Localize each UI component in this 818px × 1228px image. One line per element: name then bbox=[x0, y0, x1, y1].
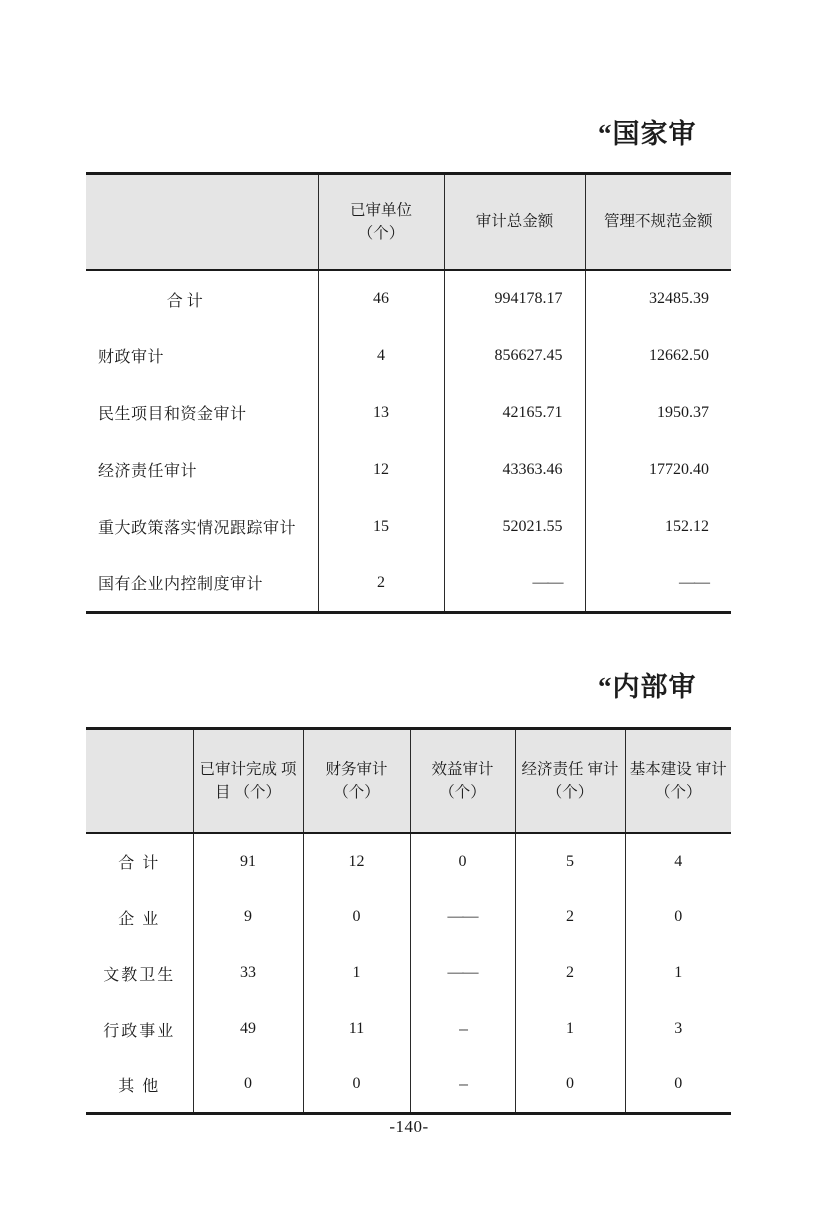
cell-audited-units: 12 bbox=[318, 441, 444, 498]
header-line-1: 效益审计 bbox=[431, 760, 494, 778]
table-row bbox=[86, 270, 731, 327]
header-cell-total-amount bbox=[444, 174, 585, 271]
header-line-3: （个） bbox=[546, 784, 594, 801]
cell-total-amount: 856627.45 bbox=[444, 327, 585, 384]
empty-dash: —— bbox=[532, 573, 563, 591]
row-label: 行政事业 bbox=[86, 1001, 193, 1057]
table-row bbox=[86, 498, 731, 555]
table-header bbox=[86, 729, 731, 834]
header-line-2: （个） bbox=[439, 784, 486, 801]
empty-dash: --- bbox=[458, 1077, 467, 1093]
national-audit-table bbox=[86, 172, 731, 614]
table-body bbox=[86, 270, 731, 612]
cell-responsibility-audit: 0 bbox=[515, 1057, 625, 1113]
row-label: 企 业 bbox=[86, 889, 193, 945]
header-line-1: 审计总金额 bbox=[475, 213, 554, 231]
row-label: 文教卫生 bbox=[86, 945, 193, 1001]
cell-financial-audit: 0 bbox=[303, 1057, 410, 1113]
cell-audited-units: 4 bbox=[318, 327, 444, 384]
table-body bbox=[86, 833, 731, 1113]
header-line-3: （个） bbox=[234, 784, 281, 801]
table-row bbox=[86, 833, 731, 889]
cell-construction-audit: 0 bbox=[674, 908, 683, 925]
row-label: 国有企业内控制度审计 bbox=[86, 555, 318, 612]
row-label: 其 他 bbox=[86, 1057, 193, 1113]
cell-financial-audit: 11 bbox=[303, 1001, 410, 1057]
empty-dash: —— bbox=[679, 573, 709, 591]
table-row bbox=[86, 555, 731, 612]
header-line-1: 已审计完成 bbox=[199, 760, 278, 778]
cell-audited-units: 13 bbox=[318, 384, 444, 441]
cell-responsibility-audit: 2 bbox=[515, 945, 625, 1001]
cell-audited-units: 2 bbox=[318, 555, 444, 612]
cell-irregular-amount: 17720.40 bbox=[649, 460, 709, 478]
page-number: -140- bbox=[389, 1117, 429, 1136]
cell-responsibility-audit: 2 bbox=[515, 889, 625, 945]
cell-irregular-amount: 32485.39 bbox=[649, 290, 709, 307]
header-row bbox=[86, 729, 731, 834]
cell-irregular-amount: 152.12 bbox=[665, 517, 709, 535]
header-line-2: 审计 bbox=[695, 760, 727, 778]
cell-completed-projects: 91 bbox=[193, 833, 303, 889]
header-line-1: 财务审计 bbox=[325, 760, 388, 778]
table-row bbox=[86, 1057, 731, 1113]
table-row bbox=[86, 384, 731, 441]
section-title-national-audit: “国家审 bbox=[598, 119, 697, 149]
cell-irregular-amount: 12662.50 bbox=[649, 346, 709, 364]
header-line-1: 管理不规范金额 bbox=[603, 213, 713, 231]
cell-performance-audit bbox=[410, 945, 515, 1001]
header-cell-audited-units bbox=[318, 174, 444, 271]
cell-total-amount: 42165.71 bbox=[444, 384, 585, 441]
cell-irregular-amount: 1950.37 bbox=[657, 403, 709, 421]
cell-completed-projects: 9 bbox=[193, 889, 303, 945]
table-row bbox=[86, 945, 731, 1001]
row-label: 合 计 bbox=[86, 833, 193, 889]
empty-dash: —— bbox=[447, 908, 478, 925]
header-line-3: （个） bbox=[654, 784, 702, 801]
national-audit-table-wrapper bbox=[86, 172, 731, 614]
header-cell-completed-projects bbox=[193, 729, 303, 834]
table-row bbox=[86, 441, 731, 498]
header-cell-responsibility-audit bbox=[515, 729, 625, 834]
table-row bbox=[86, 889, 731, 945]
cell-financial-audit: 12 bbox=[303, 833, 410, 889]
header-line-1: 已审单位 bbox=[349, 201, 412, 219]
table-header bbox=[86, 174, 731, 271]
row-label: 经济责任审计 bbox=[86, 441, 318, 498]
cell-completed-projects: 0 bbox=[193, 1057, 303, 1113]
header-line-2: （个） bbox=[333, 784, 380, 801]
cell-irregular-amount bbox=[585, 555, 731, 612]
header-line-1: 经济责任 bbox=[521, 760, 584, 778]
header-line-2: 项目 bbox=[215, 760, 297, 801]
table-row bbox=[86, 1001, 731, 1057]
header-cell-financial-audit bbox=[303, 729, 410, 834]
row-label: 财政审计 bbox=[86, 327, 318, 384]
header-cell-construction-audit bbox=[625, 729, 731, 834]
cell-construction-audit: 0 bbox=[674, 1075, 683, 1093]
header-line-1: 基本建设 bbox=[629, 760, 692, 778]
cell-construction-audit: 3 bbox=[674, 1020, 683, 1037]
cell-performance-audit bbox=[410, 1001, 515, 1057]
cell-responsibility-audit: 1 bbox=[515, 1001, 625, 1057]
internal-audit-table bbox=[86, 727, 731, 1115]
cell-audited-units: 15 bbox=[318, 498, 444, 555]
cell-total-amount: 43363.46 bbox=[444, 441, 585, 498]
cell-performance-audit bbox=[410, 889, 515, 945]
cell-completed-projects: 33 bbox=[193, 945, 303, 1001]
cell-financial-audit: 1 bbox=[303, 945, 410, 1001]
header-line-2: （个） bbox=[357, 225, 405, 242]
row-label: 民生项目和资金审计 bbox=[86, 384, 318, 441]
cell-total-amount: 994178.17 bbox=[444, 270, 585, 327]
cell-performance-audit: 0 bbox=[410, 833, 515, 889]
table-row bbox=[86, 327, 731, 384]
row-label: 重大政策落实情况跟踪审计 bbox=[86, 498, 318, 555]
header-cell-corner bbox=[86, 174, 318, 271]
row-label: 合 计 bbox=[86, 270, 318, 327]
empty-dash: —— bbox=[447, 964, 478, 981]
cell-completed-projects: 49 bbox=[193, 1001, 303, 1057]
header-line-2: 审计 bbox=[587, 760, 619, 778]
header-cell-corner bbox=[86, 729, 193, 834]
header-cell-irregular-amount bbox=[585, 174, 731, 271]
empty-dash: --- bbox=[458, 1022, 467, 1037]
header-row bbox=[86, 174, 731, 271]
cell-construction-audit: 1 bbox=[674, 964, 683, 981]
cell-total-amount bbox=[444, 555, 585, 612]
cell-audited-units: 46 bbox=[318, 270, 444, 327]
cell-responsibility-audit: 5 bbox=[515, 833, 625, 889]
cell-financial-audit: 0 bbox=[303, 889, 410, 945]
cell-total-amount: 52021.55 bbox=[444, 498, 585, 555]
cell-performance-audit bbox=[410, 1057, 515, 1113]
header-cell-performance-audit bbox=[410, 729, 515, 834]
cell-construction-audit: 4 bbox=[674, 852, 683, 870]
internal-audit-table-wrapper bbox=[86, 727, 731, 1115]
section-title-internal-audit: “内部审 bbox=[598, 672, 697, 702]
